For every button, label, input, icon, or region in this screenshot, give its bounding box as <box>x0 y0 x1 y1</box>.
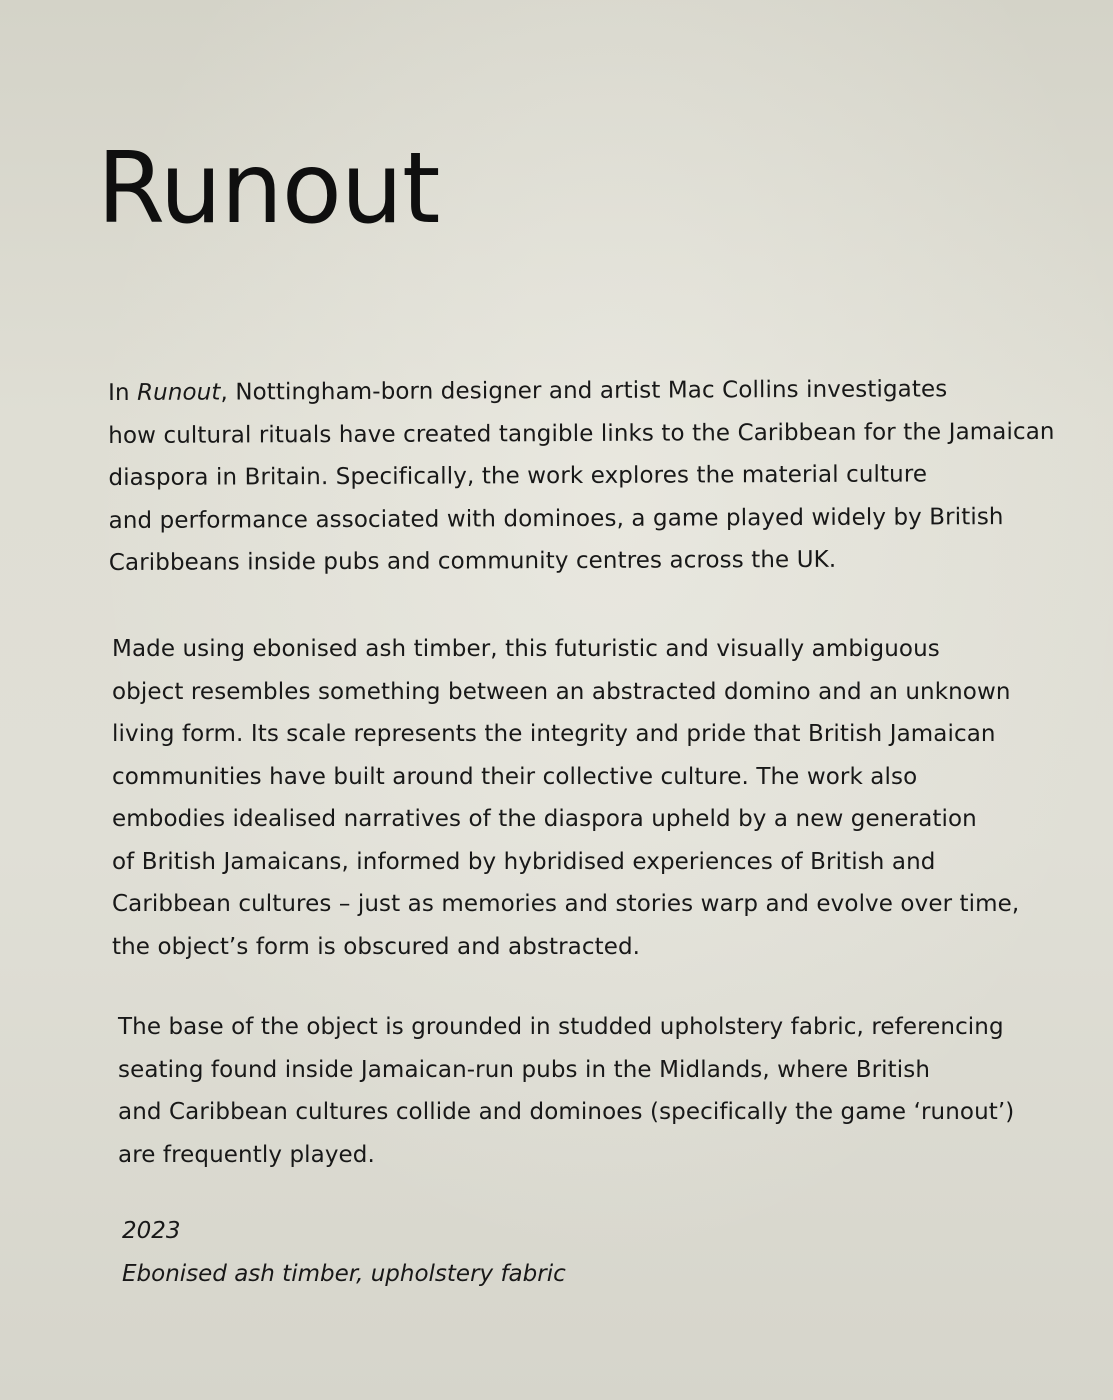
paragraph-1-line-2: how cultural rituals have created tangible links to the Caribbean for the Jamaican <box>108 418 1055 449</box>
description-paragraph-3 <box>118 1006 1014 1176</box>
paragraph-2-line-5: embodies idealised narratives of the diaspora upheld by a new generation <box>112 806 977 832</box>
paragraph-2-line-8: the object’s form is obscured and abstracted. <box>112 933 641 960</box>
paragraph-1-line-5: Caribbeans inside pubs and community centres across the UK. <box>108 546 837 576</box>
text-span: , Nottingham-born designer and artist Mac Collins investigates <box>220 376 948 406</box>
artwork-materials: Ebonised ash timber, upholstery fabric <box>122 1261 566 1287</box>
paragraph-1-line-1 <box>108 368 1054 415</box>
paragraph-2-line-3: living form. Its scale represents the integrity and pride that British Jamaican <box>112 721 996 747</box>
description-paragraph-2 <box>112 628 1019 968</box>
paragraph-2-line-6: of British Jamaicans, informed by hybridised experiences of British and <box>112 848 936 875</box>
text-span: In <box>108 379 138 406</box>
paragraph-1-line-3: diaspora in Britain. Specifically, the work explores the material culture <box>108 461 928 491</box>
paragraph-3-line-1: The base of the object is grounded in studded upholstery fabric, referencing <box>118 1014 1004 1040</box>
paragraph-3-line-3: and Caribbean cultures collide and dominoes (specifically the game ‘runout’) <box>118 1099 1015 1125</box>
paragraph-1-line-4: and performance associated with dominoes, a game played widely by British <box>108 503 1004 534</box>
artwork-year: 2023 <box>122 1218 181 1244</box>
paragraph-2-line-4: communities have built around their collective culture. The work also <box>112 763 918 790</box>
description-paragraph-1 <box>108 368 1055 585</box>
paragraph-2-line-1: Made using ebonised ash timber, this futuristic and visually ambiguous <box>112 636 940 662</box>
paragraph-3-line-4: are frequently played. <box>118 1141 375 1168</box>
paragraph-3-line-2: seating found inside Jamaican-run pubs in the Midlands, where British <box>118 1056 931 1083</box>
artwork-title-inline: Runout <box>137 379 221 406</box>
artwork-title: Runout <box>97 132 440 246</box>
artwork-details <box>122 1210 566 1296</box>
paragraph-2-line-2: object resembles something between an abstracted domino and an unknown <box>112 678 1011 705</box>
paragraph-2-line-7: Caribbean cultures – just as memories and stories warp and evolve over time, <box>112 891 1020 917</box>
